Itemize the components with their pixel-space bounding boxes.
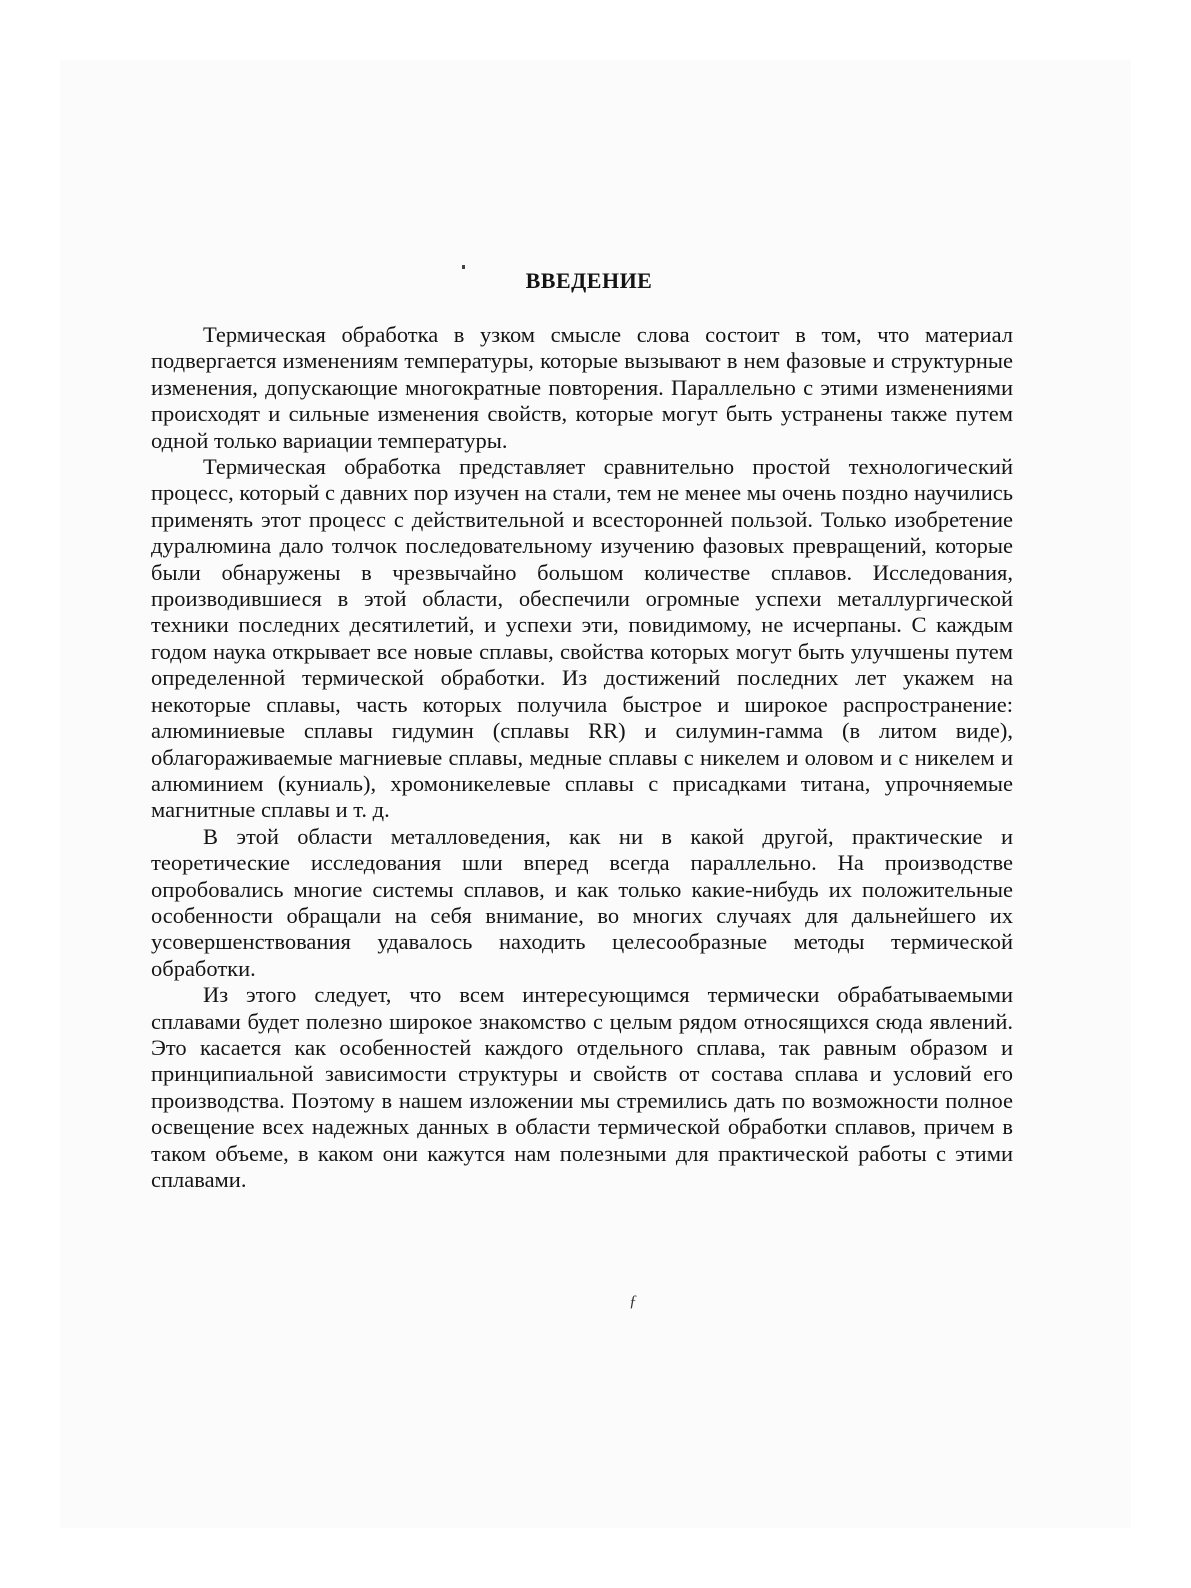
paragraph-1: Термическая обработка в узком смысле слова состоит в том, что материал подвергается изменениям температуры, которые вызывают в нем фазовые и структурные изменения, допускающие многократные повторения. Параллельно с этими изменениями происходят и сильные изменения свойств, которые могут быть устранены также путем одной только вариации температуры. [151, 322, 1013, 453]
text-column [151, 268, 1013, 1193]
paragraph-4: Из этого следует, что всем интересующимся термически обрабатываемыми сплавами будет полезно широкое знакомство с целым рядом относящихся сюда явлений. Это касается как особенностей каждого отдельного сплава, так равным образом и принципиальной зависимости структуры и свойств от состава сплава и условий его производства. Поэтому в нашем изложении мы стремились дать по возможности полное освещение всех надежных данных в области термической обработки сплавов, причем в таком объеме, в каком они кажутся нам полезными для практической работы с этими сплавами. [151, 982, 1013, 1192]
paragraph-2: Термическая обработка представляет сравнительно простой технологический процесс, который с давних пор изучен на стали, тем не менее мы очень поздно научились применять этот процесс с действительной и всесторонней пользой. Только изобретение дуралюмина дало толчок последовательному изучению фазовых превращений, которые были обнаружены в чрезвычайно большом количестве сплавов. Исследования, производившиеся в этой области, обеспечили огромные успехи металлургической техники последних десятилетий, и успехи эти, повидимому, не исчерпаны. С каждым годом наука открывает все новые сплавы, свойства которых могут быть улучшены путем определенной термической обработки. Из достижений последних лет укажем на некоторые сплавы, часть которых получила быстрое и широкое распространение: алюминиевые сплавы гидумин (сплавы RR) и силумин-гамма (в литом виде), облагораживаемые магниевые сплавы, медные сплавы с никелем и оловом и с никелем и алюминием (куниаль), хромоникелевые сплавы с присадками титана, упрочняемые магнитные сплавы и т. д. [151, 454, 1013, 823]
scan-artifact-mark: ƒ [629, 1293, 637, 1310]
paragraph-3: В этой области металловедения, как ни в какой другой, практические и теоретические исследования шли вперед всегда параллельно. На производстве опробовались многие системы сплавов, и как только какие-нибудь их положительные особенности обращали на себя внимание, во многих случаях для дальнейшего их усовершенствования удавалось находить целесообразные методы термической обработки. [151, 823, 1013, 981]
page-heading: ВВЕДЕНИЕ [525, 268, 653, 293]
